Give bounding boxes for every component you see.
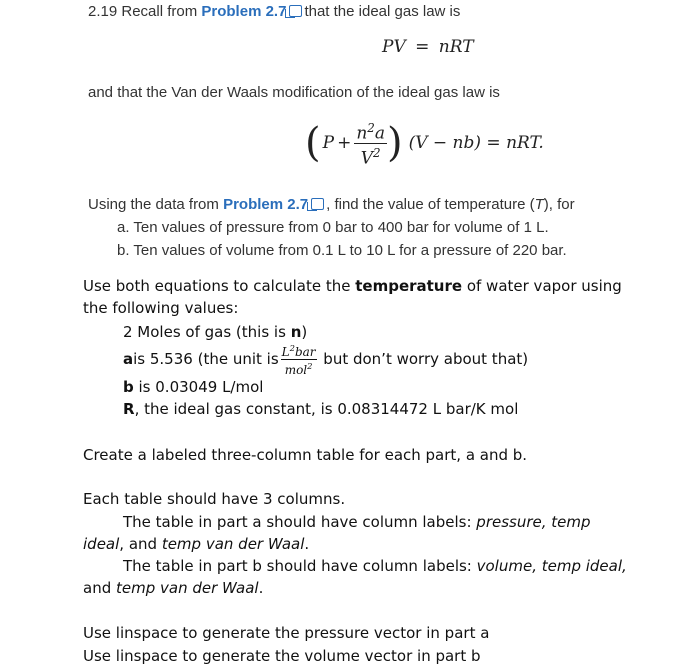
a-unit-fraction: $\frac{L^2bar}{mol^2}$ <box>281 342 316 377</box>
columns-line: Each table should have 3 columns. <box>83 490 346 508</box>
eq1-equals: = <box>415 37 430 57</box>
intro-tail: that the ideal gas law is <box>304 3 461 20</box>
problem-2-7-link-2[interactable]: Problem 2.7 <box>223 196 309 213</box>
part-b-columns-line2: and temp van der Waal. <box>83 579 264 597</box>
vdw-intro: and that the Van der Waals modification of the ideal gas law is <box>88 84 500 101</box>
part-a-columns-line2: ideal, and temp van der Waal. <box>83 535 310 553</box>
open-paren: ( <box>305 120 321 166</box>
intro-line <box>88 3 460 20</box>
eq2-p: P <box>322 133 335 153</box>
part-b-text: b. Ten values of volume from 0.1 L to 10 L for a pressure of 220 bar. <box>117 242 567 259</box>
r-line: R, the ideal gas constant, is 0.08314472 L bar/K mol <box>123 400 519 418</box>
eq2-plus: + <box>337 133 352 153</box>
problem-2-7-link[interactable]: Problem 2.7 <box>201 3 287 20</box>
use-both-line1: Use both equations to calculate the temperature of water vapor using <box>83 277 622 295</box>
b-line: b is 0.03049 L/mol <box>123 378 264 396</box>
moles-line: 2 Moles of gas (this is n) <box>123 323 308 341</box>
n2a-over-v2: $\frac{n^2a}{V^2}$ <box>356 120 385 169</box>
intro-lead: 2.19 Recall from <box>88 3 202 20</box>
create-table-line: Create a labeled three-column table for each part, a and b. <box>83 446 528 464</box>
using-data-line: Using the data from Problem 2.7 , find the value of temperature (T), for <box>88 196 575 213</box>
part-a-text: a. Ten values of pressure from 0 bar to 400 bar for volume of 1 L. <box>117 219 549 236</box>
external-link-icon[interactable] <box>289 5 302 17</box>
external-link-icon[interactable] <box>311 198 324 210</box>
linspace-a-line: Use linspace to generate the pressure vector in part a <box>83 624 490 642</box>
vdw-equation <box>305 115 544 171</box>
linspace-b-line: Use linspace to generate the volume vector in part b <box>83 647 481 665</box>
ideal-gas-equation <box>382 37 474 57</box>
part-a-columns-line1: The table in part a should have column labels: pressure, temp <box>123 513 591 531</box>
eq1-rhs: nRT <box>438 37 474 57</box>
part-b-columns-line1: The table in part b should have column labels: volume, temp ideal, <box>123 557 627 575</box>
eq2-rest: (V − nb) = nRT. <box>408 133 544 153</box>
a-line: a is 5.536 (the unit is $\frac{L^2bar}{mol^2}$ but don’t worry about that) <box>123 342 529 377</box>
close-paren: ) <box>386 120 403 166</box>
use-both-line2: the following values: <box>83 299 239 317</box>
eq1-lhs: PV <box>382 37 406 57</box>
